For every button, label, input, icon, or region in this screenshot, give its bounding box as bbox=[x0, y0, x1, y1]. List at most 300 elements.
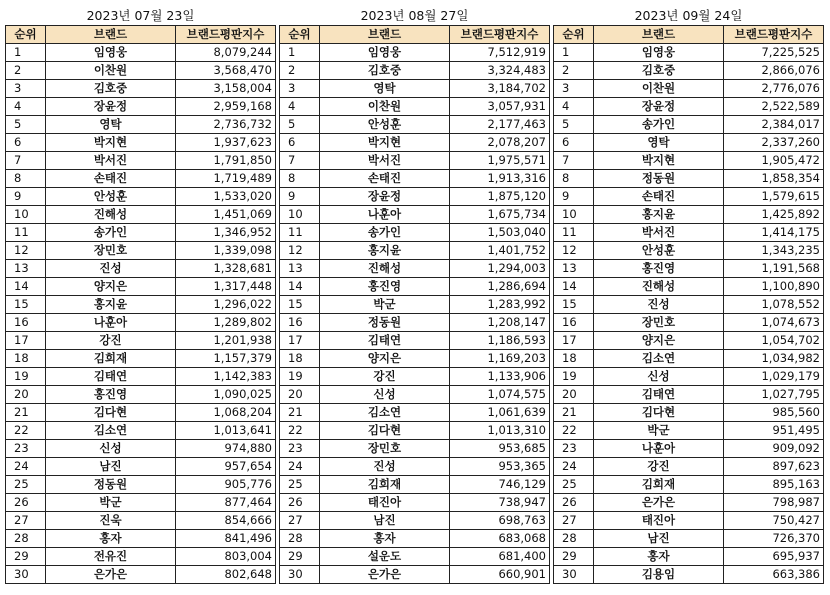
table-row bbox=[280, 62, 550, 80]
brand-cell: 정동원 bbox=[594, 170, 724, 188]
header-brand: 브랜드 bbox=[46, 26, 176, 44]
table-row bbox=[280, 566, 550, 584]
rank-cell: 10 bbox=[6, 206, 46, 224]
brand-cell: 진성 bbox=[46, 260, 176, 278]
score-cell: 1,296,022 bbox=[176, 296, 276, 314]
rank-cell: 11 bbox=[280, 224, 320, 242]
rank-cell: 21 bbox=[280, 404, 320, 422]
brand-cell: 홍자 bbox=[46, 530, 176, 548]
brand-cell: 장민호 bbox=[46, 242, 176, 260]
table-row bbox=[280, 170, 550, 188]
brand-cell: 손태진 bbox=[594, 188, 724, 206]
table-row bbox=[280, 368, 550, 386]
rank-cell: 8 bbox=[280, 170, 320, 188]
score-cell: 1,579,615 bbox=[724, 188, 824, 206]
brand-cell: 임영웅 bbox=[594, 44, 724, 62]
score-cell: 663,386 bbox=[724, 566, 824, 584]
ranking-table-september bbox=[553, 6, 824, 584]
rank-cell: 17 bbox=[554, 332, 594, 350]
rank-cell: 27 bbox=[280, 512, 320, 530]
score-cell: 1,451,069 bbox=[176, 206, 276, 224]
score-cell: 854,666 bbox=[176, 512, 276, 530]
table-row bbox=[554, 296, 824, 314]
rank-cell: 6 bbox=[280, 134, 320, 152]
header-score: 브랜드평판지수 bbox=[176, 26, 276, 44]
score-cell: 738,947 bbox=[450, 494, 550, 512]
score-cell: 1,294,003 bbox=[450, 260, 550, 278]
brand-cell: 이찬원 bbox=[320, 98, 450, 116]
table-row bbox=[280, 242, 550, 260]
score-cell: 1,208,147 bbox=[450, 314, 550, 332]
score-cell: 2,078,207 bbox=[450, 134, 550, 152]
brand-cell: 박군 bbox=[320, 296, 450, 314]
table-row bbox=[6, 512, 276, 530]
brand-cell: 은가은 bbox=[594, 494, 724, 512]
table-row bbox=[6, 242, 276, 260]
table-row bbox=[6, 152, 276, 170]
rank-cell: 5 bbox=[554, 116, 594, 134]
table-row bbox=[6, 476, 276, 494]
score-cell: 951,495 bbox=[724, 422, 824, 440]
rank-cell: 20 bbox=[280, 386, 320, 404]
header-rank: 순위 bbox=[280, 26, 320, 44]
score-cell: 1,719,489 bbox=[176, 170, 276, 188]
brand-cell: 박지현 bbox=[46, 134, 176, 152]
rank-cell: 22 bbox=[6, 422, 46, 440]
table-row bbox=[6, 440, 276, 458]
score-cell: 1,074,575 bbox=[450, 386, 550, 404]
score-cell: 1,425,892 bbox=[724, 206, 824, 224]
rank-cell: 30 bbox=[554, 566, 594, 584]
table-row bbox=[280, 188, 550, 206]
brand-cell: 송가인 bbox=[46, 224, 176, 242]
brand-cell: 신성 bbox=[320, 386, 450, 404]
table-row bbox=[554, 242, 824, 260]
table-row bbox=[554, 350, 824, 368]
table-row bbox=[280, 494, 550, 512]
rank-cell: 15 bbox=[280, 296, 320, 314]
brand-cell: 박서진 bbox=[594, 224, 724, 242]
table-row bbox=[554, 458, 824, 476]
brand-cell: 장윤정 bbox=[320, 188, 450, 206]
rank-cell: 4 bbox=[554, 98, 594, 116]
brand-cell: 홍진영 bbox=[320, 278, 450, 296]
brand-cell: 김소연 bbox=[594, 350, 724, 368]
table-row bbox=[554, 62, 824, 80]
rank-cell: 19 bbox=[554, 368, 594, 386]
brand-cell: 강진 bbox=[320, 368, 450, 386]
rank-cell: 8 bbox=[6, 170, 46, 188]
rank-cell: 11 bbox=[6, 224, 46, 242]
score-cell: 877,464 bbox=[176, 494, 276, 512]
rank-cell: 3 bbox=[554, 80, 594, 98]
score-cell: 2,384,017 bbox=[724, 116, 824, 134]
score-cell: 1,061,639 bbox=[450, 404, 550, 422]
brand-cell: 임영웅 bbox=[320, 44, 450, 62]
rank-cell: 15 bbox=[554, 296, 594, 314]
table-row bbox=[6, 566, 276, 584]
ranking-table-august bbox=[279, 6, 550, 584]
brand-cell: 정동원 bbox=[320, 314, 450, 332]
rank-cell: 21 bbox=[6, 404, 46, 422]
score-cell: 905,776 bbox=[176, 476, 276, 494]
score-cell: 1,339,098 bbox=[176, 242, 276, 260]
brand-cell: 김다현 bbox=[46, 404, 176, 422]
score-cell: 1,791,850 bbox=[176, 152, 276, 170]
rank-cell: 18 bbox=[554, 350, 594, 368]
score-cell: 1,414,175 bbox=[724, 224, 824, 242]
rank-cell: 20 bbox=[6, 386, 46, 404]
brand-cell: 송가인 bbox=[594, 116, 724, 134]
brand-cell: 진해성 bbox=[320, 260, 450, 278]
rank-cell: 12 bbox=[554, 242, 594, 260]
rank-cell: 18 bbox=[280, 350, 320, 368]
rank-cell: 17 bbox=[6, 332, 46, 350]
table-row bbox=[6, 386, 276, 404]
table-date: 2023년 09월 24일 bbox=[634, 8, 743, 23]
score-cell: 1,169,203 bbox=[450, 350, 550, 368]
rank-cell: 1 bbox=[6, 44, 46, 62]
score-cell: 1,401,752 bbox=[450, 242, 550, 260]
brand-cell: 김희재 bbox=[320, 476, 450, 494]
brand-cell: 정동원 bbox=[46, 476, 176, 494]
table-row bbox=[6, 350, 276, 368]
table-row bbox=[280, 530, 550, 548]
brand-cell: 전유진 bbox=[46, 548, 176, 566]
score-cell: 2,736,732 bbox=[176, 116, 276, 134]
brand-cell: 영탁 bbox=[46, 116, 176, 134]
table-row bbox=[6, 314, 276, 332]
brand-cell: 김소연 bbox=[320, 404, 450, 422]
score-cell: 953,365 bbox=[450, 458, 550, 476]
score-cell: 1,875,120 bbox=[450, 188, 550, 206]
rank-cell: 13 bbox=[280, 260, 320, 278]
score-cell: 2,959,168 bbox=[176, 98, 276, 116]
table-row bbox=[280, 44, 550, 62]
brand-cell: 홍진영 bbox=[594, 260, 724, 278]
brand-cell: 영탁 bbox=[594, 134, 724, 152]
brand-cell: 김희재 bbox=[46, 350, 176, 368]
table-date: 2023년 07월 23일 bbox=[86, 8, 195, 23]
score-cell: 3,324,483 bbox=[450, 62, 550, 80]
score-cell: 1,090,025 bbox=[176, 386, 276, 404]
table-row bbox=[280, 296, 550, 314]
header-score: 브랜드평판지수 bbox=[450, 26, 550, 44]
table-row bbox=[554, 116, 824, 134]
table-row bbox=[280, 134, 550, 152]
score-cell: 1,133,906 bbox=[450, 368, 550, 386]
score-cell: 1,013,310 bbox=[450, 422, 550, 440]
table-row bbox=[554, 332, 824, 350]
brand-cell: 신성 bbox=[46, 440, 176, 458]
brand-cell: 진해성 bbox=[46, 206, 176, 224]
brand-cell: 안성훈 bbox=[594, 242, 724, 260]
score-cell: 1,286,694 bbox=[450, 278, 550, 296]
brand-cell: 김다현 bbox=[594, 404, 724, 422]
rank-cell: 3 bbox=[280, 80, 320, 98]
score-cell: 1,054,702 bbox=[724, 332, 824, 350]
score-cell: 1,675,734 bbox=[450, 206, 550, 224]
brand-cell: 이찬원 bbox=[594, 80, 724, 98]
brand-cell: 김태연 bbox=[46, 368, 176, 386]
brand-cell: 장윤정 bbox=[46, 98, 176, 116]
score-cell: 1,191,568 bbox=[724, 260, 824, 278]
rank-cell: 25 bbox=[554, 476, 594, 494]
header-brand: 브랜드 bbox=[320, 26, 450, 44]
rank-cell: 2 bbox=[6, 62, 46, 80]
score-cell: 803,004 bbox=[176, 548, 276, 566]
table-date: 2023년 08월 27일 bbox=[360, 8, 469, 23]
rank-cell: 29 bbox=[554, 548, 594, 566]
rank-cell: 28 bbox=[6, 530, 46, 548]
brand-cell: 홍지윤 bbox=[46, 296, 176, 314]
score-cell: 841,496 bbox=[176, 530, 276, 548]
rank-cell: 1 bbox=[554, 44, 594, 62]
rank-cell: 22 bbox=[554, 422, 594, 440]
brand-cell: 홍지윤 bbox=[320, 242, 450, 260]
table-row bbox=[280, 404, 550, 422]
rank-cell: 5 bbox=[6, 116, 46, 134]
score-cell: 660,901 bbox=[450, 566, 550, 584]
table-row bbox=[554, 188, 824, 206]
rank-cell: 7 bbox=[554, 152, 594, 170]
brand-cell: 양지은 bbox=[594, 332, 724, 350]
rank-cell: 9 bbox=[6, 188, 46, 206]
rank-cell: 29 bbox=[280, 548, 320, 566]
rank-cell: 29 bbox=[6, 548, 46, 566]
score-cell: 683,068 bbox=[450, 530, 550, 548]
table-row bbox=[280, 332, 550, 350]
table-row bbox=[6, 44, 276, 62]
rank-cell: 12 bbox=[280, 242, 320, 260]
brand-cell: 박군 bbox=[46, 494, 176, 512]
rank-cell: 26 bbox=[554, 494, 594, 512]
rank-cell: 6 bbox=[554, 134, 594, 152]
table-row bbox=[280, 458, 550, 476]
table-row bbox=[280, 350, 550, 368]
brand-cell: 박서진 bbox=[320, 152, 450, 170]
rank-cell: 28 bbox=[554, 530, 594, 548]
rank-cell: 30 bbox=[6, 566, 46, 584]
rank-cell: 5 bbox=[280, 116, 320, 134]
brand-cell: 남진 bbox=[46, 458, 176, 476]
score-cell: 798,987 bbox=[724, 494, 824, 512]
score-cell: 2,522,589 bbox=[724, 98, 824, 116]
table-row bbox=[554, 278, 824, 296]
score-cell: 957,654 bbox=[176, 458, 276, 476]
brand-cell: 홍지윤 bbox=[594, 206, 724, 224]
rank-cell: 27 bbox=[6, 512, 46, 530]
rank-cell: 30 bbox=[280, 566, 320, 584]
table-row bbox=[280, 224, 550, 242]
rank-cell: 20 bbox=[554, 386, 594, 404]
score-cell: 7,225,525 bbox=[724, 44, 824, 62]
table-row bbox=[6, 458, 276, 476]
rank-cell: 11 bbox=[554, 224, 594, 242]
rank-cell: 16 bbox=[6, 314, 46, 332]
rank-cell: 14 bbox=[554, 278, 594, 296]
score-cell: 746,129 bbox=[450, 476, 550, 494]
header-score: 브랜드평판지수 bbox=[724, 26, 824, 44]
rank-cell: 16 bbox=[280, 314, 320, 332]
score-cell: 909,092 bbox=[724, 440, 824, 458]
score-cell: 695,937 bbox=[724, 548, 824, 566]
header-rank: 순위 bbox=[6, 26, 46, 44]
brand-cell: 진욱 bbox=[46, 512, 176, 530]
rank-cell: 13 bbox=[554, 260, 594, 278]
ranking-tables bbox=[5, 6, 824, 584]
brand-cell: 나훈아 bbox=[320, 206, 450, 224]
brand-cell: 이찬원 bbox=[46, 62, 176, 80]
table-row bbox=[280, 206, 550, 224]
rank-cell: 15 bbox=[6, 296, 46, 314]
score-cell: 1,317,448 bbox=[176, 278, 276, 296]
score-cell: 1,905,472 bbox=[724, 152, 824, 170]
table-row bbox=[6, 98, 276, 116]
score-cell: 2,177,463 bbox=[450, 116, 550, 134]
table-row bbox=[280, 152, 550, 170]
table-row bbox=[554, 422, 824, 440]
table-row bbox=[6, 116, 276, 134]
score-cell: 8,079,244 bbox=[176, 44, 276, 62]
rank-cell: 14 bbox=[6, 278, 46, 296]
table-row bbox=[6, 206, 276, 224]
brand-cell: 박지현 bbox=[320, 134, 450, 152]
table-row bbox=[554, 566, 824, 584]
table-row bbox=[554, 206, 824, 224]
brand-cell: 박군 bbox=[594, 422, 724, 440]
rank-cell: 24 bbox=[6, 458, 46, 476]
score-cell: 1,937,623 bbox=[176, 134, 276, 152]
rank-cell: 23 bbox=[554, 440, 594, 458]
rank-cell: 1 bbox=[280, 44, 320, 62]
brand-cell: 안성훈 bbox=[320, 116, 450, 134]
rank-cell: 10 bbox=[280, 206, 320, 224]
rank-cell: 17 bbox=[280, 332, 320, 350]
rank-cell: 28 bbox=[280, 530, 320, 548]
score-cell: 750,427 bbox=[724, 512, 824, 530]
table-row bbox=[554, 530, 824, 548]
brand-cell: 박지현 bbox=[594, 152, 724, 170]
table-row bbox=[6, 80, 276, 98]
rank-cell: 4 bbox=[6, 98, 46, 116]
rank-cell: 23 bbox=[280, 440, 320, 458]
score-cell: 1,142,383 bbox=[176, 368, 276, 386]
table-row bbox=[280, 476, 550, 494]
brand-cell: 김소연 bbox=[46, 422, 176, 440]
brand-cell: 김태연 bbox=[594, 386, 724, 404]
score-cell: 1,346,952 bbox=[176, 224, 276, 242]
rank-cell: 7 bbox=[280, 152, 320, 170]
rank-cell: 9 bbox=[280, 188, 320, 206]
score-cell: 1,858,354 bbox=[724, 170, 824, 188]
rank-cell: 27 bbox=[554, 512, 594, 530]
score-cell: 698,763 bbox=[450, 512, 550, 530]
brand-cell: 홍진영 bbox=[46, 386, 176, 404]
rank-cell: 4 bbox=[280, 98, 320, 116]
table-row bbox=[6, 368, 276, 386]
ranking-table-july bbox=[5, 6, 276, 584]
table-row bbox=[280, 80, 550, 98]
brand-cell: 김호중 bbox=[46, 80, 176, 98]
score-cell: 7,512,919 bbox=[450, 44, 550, 62]
brand-cell: 은가은 bbox=[320, 566, 450, 584]
rank-cell: 22 bbox=[280, 422, 320, 440]
rank-cell: 8 bbox=[554, 170, 594, 188]
brand-cell: 태진아 bbox=[320, 494, 450, 512]
rank-cell: 18 bbox=[6, 350, 46, 368]
score-cell: 1,068,204 bbox=[176, 404, 276, 422]
score-cell: 1,029,179 bbox=[724, 368, 824, 386]
rank-cell: 24 bbox=[280, 458, 320, 476]
score-cell: 3,568,470 bbox=[176, 62, 276, 80]
brand-cell: 박서진 bbox=[46, 152, 176, 170]
score-cell: 1,027,795 bbox=[724, 386, 824, 404]
brand-cell: 손태진 bbox=[46, 170, 176, 188]
score-cell: 1,533,020 bbox=[176, 188, 276, 206]
score-cell: 1,034,982 bbox=[724, 350, 824, 368]
table-row bbox=[554, 224, 824, 242]
rank-cell: 6 bbox=[6, 134, 46, 152]
score-cell: 802,648 bbox=[176, 566, 276, 584]
header-brand: 브랜드 bbox=[594, 26, 724, 44]
table-row bbox=[554, 368, 824, 386]
brand-cell: 강진 bbox=[594, 458, 724, 476]
table-row bbox=[554, 386, 824, 404]
table-row bbox=[554, 260, 824, 278]
score-cell: 897,623 bbox=[724, 458, 824, 476]
brand-cell: 홍자 bbox=[594, 548, 724, 566]
brand-cell: 홍자 bbox=[320, 530, 450, 548]
score-cell: 3,057,931 bbox=[450, 98, 550, 116]
score-cell: 1,289,802 bbox=[176, 314, 276, 332]
table-row bbox=[6, 296, 276, 314]
table-row bbox=[554, 494, 824, 512]
rank-cell: 3 bbox=[6, 80, 46, 98]
score-cell: 2,337,260 bbox=[724, 134, 824, 152]
table-row bbox=[6, 422, 276, 440]
table-row bbox=[280, 116, 550, 134]
brand-cell: 김태연 bbox=[320, 332, 450, 350]
table-row bbox=[554, 134, 824, 152]
score-cell: 974,880 bbox=[176, 440, 276, 458]
table-row bbox=[6, 332, 276, 350]
table-row bbox=[554, 98, 824, 116]
table-row bbox=[6, 278, 276, 296]
table-row bbox=[280, 512, 550, 530]
rank-cell: 26 bbox=[6, 494, 46, 512]
rank-cell: 19 bbox=[6, 368, 46, 386]
table-row bbox=[280, 440, 550, 458]
table-row bbox=[6, 494, 276, 512]
score-cell: 2,776,076 bbox=[724, 80, 824, 98]
rank-cell: 2 bbox=[280, 62, 320, 80]
table-row bbox=[554, 440, 824, 458]
score-cell: 1,013,641 bbox=[176, 422, 276, 440]
table-row bbox=[280, 548, 550, 566]
score-cell: 681,400 bbox=[450, 548, 550, 566]
brand-cell: 진성 bbox=[594, 296, 724, 314]
table-row bbox=[280, 422, 550, 440]
score-cell: 3,158,004 bbox=[176, 80, 276, 98]
table-row bbox=[280, 260, 550, 278]
brand-cell: 설운도 bbox=[320, 548, 450, 566]
rank-cell: 26 bbox=[280, 494, 320, 512]
brand-cell: 강진 bbox=[46, 332, 176, 350]
table-row bbox=[6, 548, 276, 566]
brand-cell: 장윤정 bbox=[594, 98, 724, 116]
table-row bbox=[554, 476, 824, 494]
